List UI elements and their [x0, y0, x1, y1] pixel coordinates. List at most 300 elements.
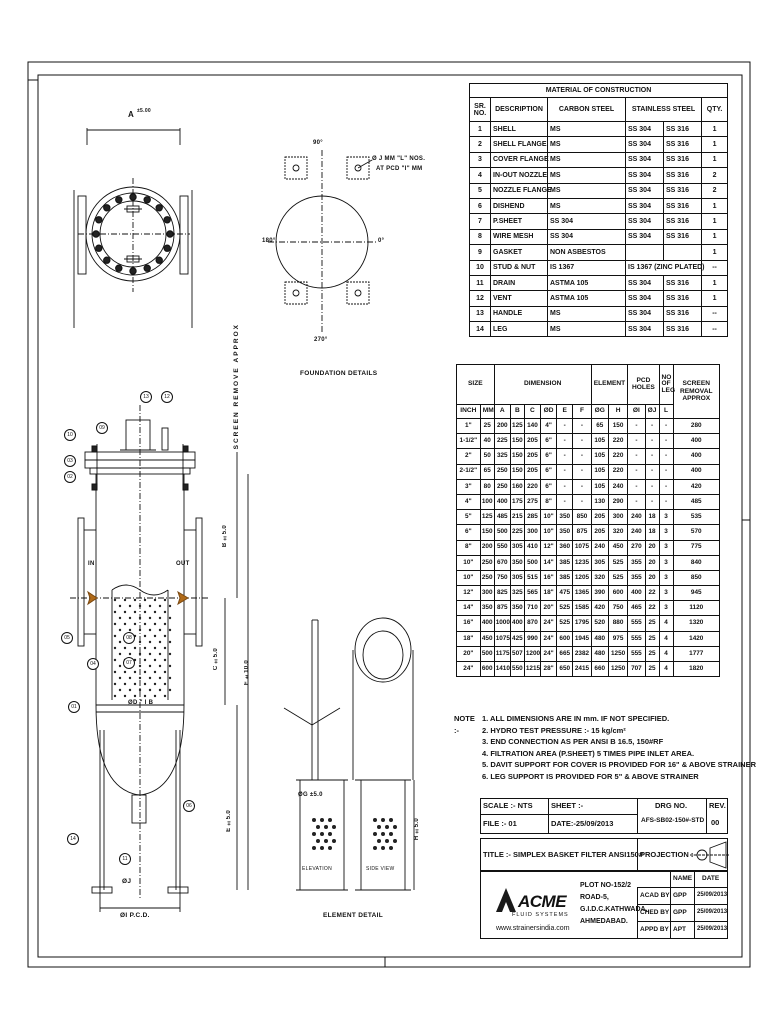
perforation-dot — [139, 665, 141, 667]
dim-cell: - — [628, 449, 645, 464]
moc-cell-cs: IS 1367 — [548, 260, 626, 275]
dim-cell: 22 — [645, 601, 659, 616]
dim-cell: - — [628, 419, 645, 434]
dim-cell: 18 — [645, 510, 659, 525]
dim-cell: 420 — [591, 601, 608, 616]
dim-cell: 475 — [557, 586, 573, 601]
dim-row — [457, 616, 720, 631]
element-hole — [377, 839, 381, 843]
moc-row — [470, 183, 728, 198]
dim-cell: 850 — [573, 510, 591, 525]
dim-cell: 390 — [591, 586, 608, 601]
element-detail-title: ELEMENT DETAIL — [323, 912, 384, 919]
dim-cell: 500 — [480, 646, 494, 661]
moc-cell-cs: MS — [548, 152, 626, 167]
angle-90: 90° — [313, 140, 323, 146]
moc-cell-sr: 5 — [470, 183, 491, 198]
dim-cell: 240 — [628, 510, 645, 525]
dim-cell: 555 — [628, 646, 645, 661]
perforation-dot — [124, 611, 126, 613]
moc-cell-cs: ASTMA 105 — [548, 291, 626, 306]
dim-cell: 205 — [524, 434, 540, 449]
element-hole — [393, 825, 397, 829]
dim-cell: - — [557, 464, 573, 479]
moc-cell-sr: 14 — [470, 322, 491, 337]
dim-cell: 300 — [524, 525, 540, 540]
perforation-dot — [114, 647, 116, 649]
dim-cell: 3 — [659, 540, 673, 555]
dim-cell: 50 — [480, 449, 494, 464]
dim-cell: - — [557, 479, 573, 494]
dim-cell: 10" — [541, 510, 557, 525]
dim-cell: 300 — [608, 510, 627, 525]
dim-cell: 425 — [510, 631, 524, 646]
moc-cell-ss1: SS 304 — [626, 291, 664, 306]
perforation-dot — [154, 671, 156, 673]
dim-cell: 160 — [510, 479, 524, 494]
dim-cell: 18" — [541, 586, 557, 601]
perforation-dot — [119, 641, 121, 643]
perforation-dot — [169, 677, 171, 679]
perforation-dot — [164, 671, 166, 673]
dim-cell: - — [645, 449, 659, 464]
dim-cell: - — [659, 464, 673, 479]
dim-cell: 840 — [673, 555, 719, 570]
moc-row — [470, 229, 728, 244]
dim-cell: 100 — [480, 494, 494, 509]
element-hole — [316, 839, 320, 843]
dim-c-label: C ±5.0 — [213, 648, 219, 671]
dim-cell: 10" — [457, 570, 481, 585]
acad-by-date: 25/09/2013 — [697, 892, 728, 898]
dim-cell: 175 — [510, 494, 524, 509]
dim-e-label: E ±5.0 — [226, 810, 232, 832]
moc-cell-ss1: SS 304 — [626, 122, 664, 137]
dim-cell: - — [573, 434, 591, 449]
moc-row — [470, 275, 728, 290]
dim-cell: 320 — [591, 570, 608, 585]
dim-cell: - — [659, 449, 673, 464]
drg-no-label: DRG NO. — [655, 801, 688, 810]
dim-cell: 400 — [510, 616, 524, 631]
moc-cell-cs: MS — [548, 168, 626, 183]
file-text: FILE :- 01 — [483, 819, 517, 828]
dim-cell: 550 — [510, 662, 524, 677]
dim-sub-header: ØD — [541, 405, 557, 419]
bolt-hole — [144, 197, 150, 203]
dim-cell: 515 — [524, 570, 540, 585]
dim-sub-header: L — [659, 405, 673, 419]
bolt-hole — [130, 194, 136, 200]
dim-cell: - — [645, 419, 659, 434]
note-item: 1. ALL DIMENSIONS ARE IN mm. IF NOT SPECIFIED. — [482, 714, 670, 723]
website: www.strainersindia.com — [496, 925, 570, 932]
in-label: IN — [88, 561, 95, 567]
dim-cell: - — [573, 494, 591, 509]
dim-cell: 480 — [591, 646, 608, 661]
moc-row — [470, 137, 728, 152]
dim-cell: 360 — [557, 540, 573, 555]
perforation-dot — [114, 683, 116, 685]
note-item: 2. HYDRO TEST PRESSURE :- 15 kg/cm² — [482, 725, 626, 735]
perforation-dot — [159, 605, 161, 607]
dim-cell: - — [659, 479, 673, 494]
sheet-text: SHEET :- — [551, 801, 584, 810]
dim-cell: 1075 — [573, 540, 591, 555]
moc-cell-ss2: SS 316 — [664, 306, 702, 321]
dim-cell: 355 — [628, 555, 645, 570]
dim-cell: 325 — [494, 449, 510, 464]
dim-cell: 350 — [557, 510, 573, 525]
dim-cell: 750 — [494, 570, 510, 585]
dim-cell: 990 — [524, 631, 540, 646]
dim-cell: 24" — [541, 631, 557, 646]
dim-cell: 250 — [480, 570, 494, 585]
element-hole — [320, 846, 324, 850]
dim-sub-header: ØI — [628, 405, 645, 419]
dim-cell: 1205 — [573, 570, 591, 585]
dim-cell: 400 — [673, 449, 719, 464]
moc-cell-qty: 2 — [702, 168, 728, 183]
dim-cell: 525 — [557, 601, 573, 616]
moc-h-desc: DESCRIPTION — [491, 98, 548, 122]
dim-cell: 6" — [541, 434, 557, 449]
dim-cell: 280 — [673, 419, 719, 434]
perforation-dot — [124, 623, 126, 625]
perforation-dot — [114, 695, 116, 697]
dim-cell: 1820 — [673, 662, 719, 677]
moc-h-qty: QTY. — [702, 98, 728, 122]
angle-0: 0° — [378, 238, 385, 244]
element-hole — [328, 818, 332, 822]
dim-cell: 350 — [510, 555, 524, 570]
dim-cell: 320 — [608, 525, 627, 540]
dim-cell: 205 — [591, 510, 608, 525]
dim-cell: 1235 — [573, 555, 591, 570]
dim-row — [457, 449, 720, 464]
dim-cell: 850 — [673, 570, 719, 585]
moc-cell-qty: 1 — [702, 122, 728, 137]
logo-subtext: FLUID SYSTEMS — [512, 912, 569, 918]
dim-cell: 3 — [659, 570, 673, 585]
dim-cell: 8" — [457, 540, 481, 555]
dim-cell: 240 — [628, 525, 645, 540]
dim-cell: 825 — [494, 586, 510, 601]
dim-row — [457, 586, 720, 601]
address-line-2: ROAD-5, — [580, 894, 609, 901]
perforation-dot — [159, 629, 161, 631]
dim-cell: - — [573, 449, 591, 464]
moc-cell-ss1: SS 304 — [626, 152, 664, 167]
bolt-hole — [130, 268, 136, 274]
perforation-dot — [159, 617, 161, 619]
moc-title: MATERIAL OF CONSTRUCTION — [470, 84, 728, 98]
dim-cell: 507 — [510, 646, 524, 661]
perforation-dot — [144, 659, 146, 661]
dim-cell: 65 — [480, 464, 494, 479]
element-hole — [389, 832, 393, 836]
balloon: 02 — [64, 471, 76, 483]
dim-cell: 2415 — [573, 662, 591, 677]
dim-cell: 200 — [480, 540, 494, 555]
moc-cell-sr: 2 — [470, 137, 491, 152]
note-item: 3. END CONNECTION AS PER ANSI B 16.5, 150#RF — [482, 737, 664, 747]
perforation-dot — [124, 671, 126, 673]
perforation-dot — [149, 677, 151, 679]
moc-cell-cs: ASTMA 105 — [548, 275, 626, 290]
dim-cell: 220 — [608, 434, 627, 449]
balloon: 06 — [183, 800, 195, 812]
dim-cell: 4 — [659, 646, 673, 661]
dim-cell: 16" — [457, 616, 481, 631]
moc-cell-desc: WIRE MESH — [491, 229, 548, 244]
perforation-dot — [149, 665, 151, 667]
dim-f-label: F ±10.0 — [244, 660, 250, 686]
dim-h-element: ELEMENT — [591, 365, 628, 405]
dim-cell: 400 — [673, 434, 719, 449]
dim-cell: 12" — [457, 586, 481, 601]
dim-cell: 3 — [659, 586, 673, 601]
dim-cell: 525 — [608, 555, 627, 570]
perforation-dot — [169, 665, 171, 667]
bolt-hole — [104, 205, 110, 211]
perforation-dot — [154, 623, 156, 625]
perforation-dot — [149, 653, 151, 655]
perforation-dot — [159, 677, 161, 679]
dim-cell: 105 — [591, 449, 608, 464]
dim-cell: 24" — [541, 616, 557, 631]
dim-cell: - — [628, 434, 645, 449]
perforation-dot — [124, 695, 126, 697]
moc-cell-cs: MS — [548, 322, 626, 337]
dim-cell: 350 — [557, 525, 573, 540]
moc-cell-sr: 4 — [470, 168, 491, 183]
moc-cell-ss2 — [664, 245, 702, 260]
dim-cell: 565 — [524, 586, 540, 601]
bolt-hole — [96, 245, 102, 251]
dim-h-dimension: DIMENSION — [494, 365, 591, 405]
dim-cell: 25 — [645, 662, 659, 677]
moc-cell-desc: LEG — [491, 322, 548, 337]
dim-cell: 875 — [573, 525, 591, 540]
dim-cell: 1250 — [608, 662, 627, 677]
dim-cell: 250 — [494, 464, 510, 479]
dim-cell: 4" — [457, 494, 481, 509]
element-hole — [316, 825, 320, 829]
moc-cell-ss1: SS 304 — [626, 322, 664, 337]
moc-h-cs: CARBON STEEL — [548, 98, 626, 122]
dim-cell: 420 — [673, 479, 719, 494]
dim-cell: 355 — [628, 570, 645, 585]
moc-cell-sr: 3 — [470, 152, 491, 167]
dim-cell: 570 — [673, 525, 719, 540]
dim-h-leg: NO OF LEG — [659, 365, 673, 405]
element-hole — [373, 818, 377, 822]
moc-cell-desc: STUD & NUT — [491, 260, 548, 275]
dim-cell: 10" — [457, 555, 481, 570]
moc-cell-desc: COVER FLANGE — [491, 152, 548, 167]
dim-cell: 525 — [557, 616, 573, 631]
perforation-dot — [164, 659, 166, 661]
dim-row — [457, 434, 720, 449]
perforation-dot — [159, 653, 161, 655]
dimension-table — [456, 364, 720, 677]
moc-cell-qty: 1 — [702, 245, 728, 260]
dim-cell: - — [645, 494, 659, 509]
dim-sub-header: INCH — [457, 405, 481, 419]
notes-block — [454, 713, 756, 783]
dim-cell: 3" — [457, 479, 481, 494]
side-view-label: SIDE VIEW — [366, 866, 395, 872]
dim-cell: 18 — [645, 525, 659, 540]
dim-cell: 1365 — [573, 586, 591, 601]
dim-cell: 4" — [541, 419, 557, 434]
moc-cell-desc: IN-OUT NOZZLE — [491, 168, 548, 183]
dim-cell: 14" — [457, 601, 481, 616]
dim-row — [457, 540, 720, 555]
bolt-hole — [93, 231, 99, 237]
dim-sub-header: H — [608, 405, 627, 419]
notes-label: NOTE :- — [454, 714, 475, 735]
moc-cell-ss1: SS 304 — [626, 183, 664, 198]
moc-cell-desc: GASKET — [491, 245, 548, 260]
dim-cell: 1175 — [494, 646, 510, 661]
moc-row — [470, 260, 728, 275]
dim-cell: 1777 — [673, 646, 719, 661]
perforation-dot — [154, 683, 156, 685]
ched-by-name: GPP — [673, 909, 687, 916]
foundation-title: FOUNDATION DETAILS — [300, 370, 378, 377]
dim-cell: 3 — [659, 555, 673, 570]
dim-cell: - — [645, 464, 659, 479]
dim-cell: 150 — [510, 464, 524, 479]
hole-note-2: AT PCD "I" MM — [376, 166, 423, 172]
perforation-dot — [134, 647, 136, 649]
front-view-dots — [114, 599, 171, 697]
moc-row — [470, 306, 728, 321]
perforation-dot — [169, 605, 171, 607]
rev-label: REV. — [709, 801, 726, 810]
dim-cell: 205 — [524, 449, 540, 464]
dim-cell: 25 — [645, 646, 659, 661]
dim-cell: 775 — [673, 540, 719, 555]
dim-cell: 485 — [494, 510, 510, 525]
dim-sub-header: E — [557, 405, 573, 419]
rev-value: 00 — [711, 818, 720, 827]
address-block — [580, 880, 648, 928]
perforation-dot — [144, 623, 146, 625]
dim-cell: 215 — [510, 510, 524, 525]
perforation-dot — [149, 617, 151, 619]
dim-cell: 20 — [645, 540, 659, 555]
perforation-dot — [164, 647, 166, 649]
dim-cell: 2382 — [573, 646, 591, 661]
dim-cell: 1410 — [494, 662, 510, 677]
perforation-dot — [129, 617, 131, 619]
bolt-hole — [156, 205, 162, 211]
dim-cell: - — [573, 419, 591, 434]
dim-cell: 10" — [541, 525, 557, 540]
moc-cell-desc: SHELL FLANGE — [491, 137, 548, 152]
perforation-dot — [119, 677, 121, 679]
moc-cell-desc: HANDLE — [491, 306, 548, 321]
perforation-dot — [164, 683, 166, 685]
dim-cell: 6" — [541, 479, 557, 494]
perforation-dot — [164, 695, 166, 697]
dim-cell: 220 — [608, 464, 627, 479]
dim-b-label: B ±5.0 — [222, 525, 228, 548]
dim-cell: - — [628, 464, 645, 479]
moc-cell-ss2: SS 316 — [664, 122, 702, 137]
perforation-dot — [164, 623, 166, 625]
dim-cell: 660 — [591, 662, 608, 677]
angle-270: 270° — [314, 337, 328, 343]
dim-cell: 3 — [659, 510, 673, 525]
perforation-dot — [139, 653, 141, 655]
perforation-dot — [164, 635, 166, 637]
balloon: 01 — [68, 701, 80, 713]
dim-cell: - — [659, 419, 673, 434]
bolt-hole — [96, 217, 102, 223]
moc-cell-sr: 8 — [470, 229, 491, 244]
dim-sub-header: ØJ — [645, 405, 659, 419]
dim-cell: 350 — [480, 601, 494, 616]
perforation-dot — [139, 605, 141, 607]
dim-cell: 665 — [557, 646, 573, 661]
bolt-hole — [144, 265, 150, 271]
dim-cell: 300 — [480, 586, 494, 601]
moc-cell-ss1: IS 1367 (ZINC PLATED) — [626, 260, 702, 275]
dim-cell: 710 — [524, 601, 540, 616]
address-line-1: PLOT NO-152/2 — [580, 882, 631, 889]
dim-cell: 205 — [524, 464, 540, 479]
perforation-dot — [154, 635, 156, 637]
moc-cell-ss1: SS 304 — [626, 229, 664, 244]
element-hole — [332, 839, 336, 843]
dim-cell: 250 — [480, 555, 494, 570]
dim-cell: 555 — [628, 616, 645, 631]
bolt-hole — [116, 265, 122, 271]
moc-cell-ss2: SS 316 — [664, 291, 702, 306]
balloon: 05 — [61, 632, 73, 644]
dim-cell: 4 — [659, 631, 673, 646]
perforation-dot — [134, 599, 136, 601]
perforation-dot — [144, 647, 146, 649]
perforation-dot — [124, 683, 126, 685]
dim-cell: 975 — [608, 631, 627, 646]
hole-note-1: Ø J MM "L" NOS. — [372, 156, 426, 162]
element-hole — [320, 832, 324, 836]
perforation-dot — [139, 629, 141, 631]
perforation-dot — [124, 647, 126, 649]
acad-by-name: GPP — [673, 892, 687, 899]
dim-cell: 130 — [591, 494, 608, 509]
dim-row — [457, 646, 720, 661]
element-hole — [332, 825, 336, 829]
perforation-dot — [139, 689, 141, 691]
top-view — [74, 128, 192, 328]
moc-row — [470, 152, 728, 167]
dim-cell: 1420 — [673, 631, 719, 646]
moc-cell-ss1: SS 304 — [626, 306, 664, 321]
moc-cell-sr: 6 — [470, 198, 491, 213]
dim-cell: 285 — [524, 510, 540, 525]
dim-cell: - — [659, 434, 673, 449]
ched-by-label: CHED BY — [640, 909, 670, 916]
dim-row — [457, 555, 720, 570]
moc-row — [470, 245, 728, 260]
dim-row — [457, 479, 720, 494]
